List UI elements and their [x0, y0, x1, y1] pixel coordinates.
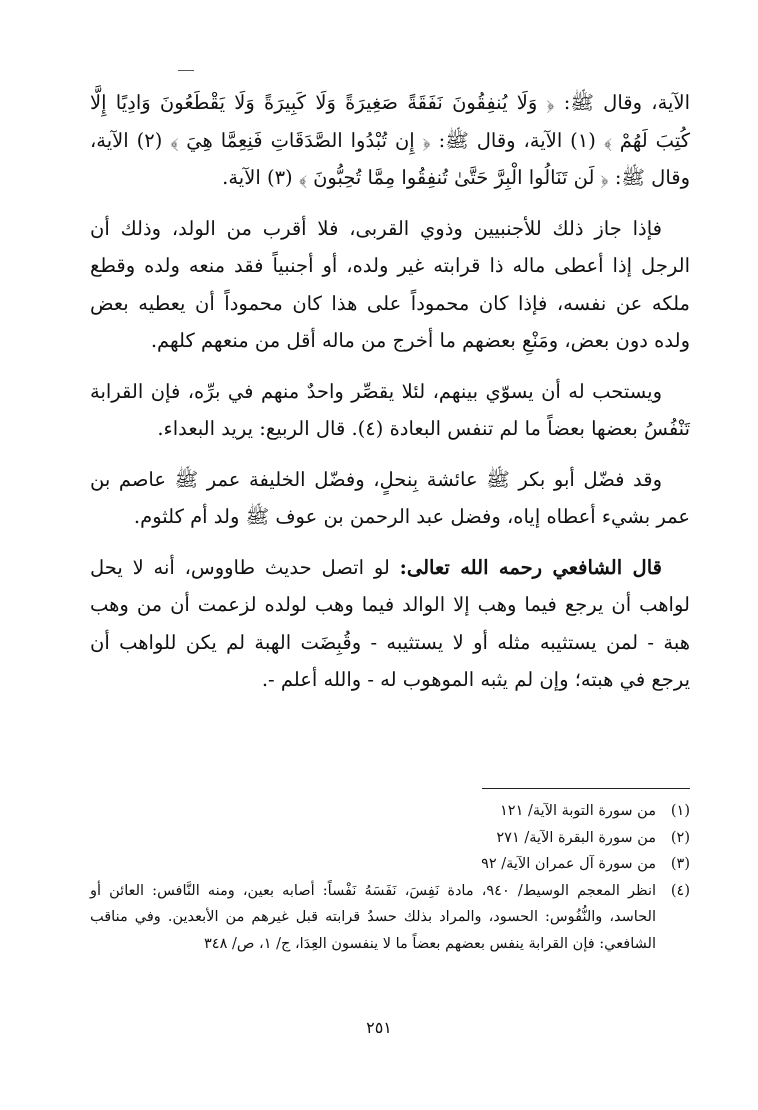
- top-dash-mark: [178, 70, 194, 71]
- footnote-number: (٤): [670, 882, 690, 899]
- page-number: ٢٥١: [366, 1018, 392, 1037]
- paragraph-5-text: لو اتصل حديث طاووس، أنه لا يحل لواهب أن يرجع فيما وهب إلا الوالد فيما وهب لولده لزعمت أن من وهب هبة - لمن يستثيبه مثله أو لا يستثيبه - وقُبِضَت الهبة لم يكن للواهب أن يرجع في هبته؛ وإن لم يثبه الموهوب له - والله أعلم -.: [90, 555, 690, 691]
- paragraph-5-lead: قال الشافعي رحمه الله تعالى:: [399, 555, 662, 579]
- footnote-text: من سورة البقرة الآية/ ٢٧١: [496, 829, 656, 846]
- footnote-1: [90, 798, 690, 825]
- paragraph-4: وقد فضّل أبو بكر ﷺ عائشة بِنحلٍ، وفضّل الخليفة عمر ﷺ عاصم بن عمر بشيء أعطاه إياه، وفضل عبد الرحمن بن عوف ﷺ ولد أم كلثوم.: [90, 467, 690, 528]
- footnote-separator: [482, 788, 690, 789]
- footnote-text: من سورة آل عمران الآية/ ٩٢: [481, 856, 656, 872]
- paragraph-1: الآية، وقال ﷺ: ﴿ وَلَا يُنفِقُونَ نَفَقَةً صَغِيرَةً وَلَا كَبِيرَةً وَلَا يَقْطَعُونَ وَادِيًا إِلَّا كُتِبَ لَهُمْ ﴾ (١) الآية، وقال ﷺ: ﴿ إِن تُبْدُوا الصَّدَقَاتِ فَنِعِمَّا هِيَ ﴾ (٢) الآية، وقال ﷺ: ﴿ لَن تَنَالُوا الْبِرَّ حَتَّىٰ تُنفِقُوا مِمَّا تُحِبُّونَ ﴾ (٣) الآية.: [90, 91, 690, 189]
- paragraph-5: [90, 549, 690, 699]
- footnote-number: (٢): [670, 829, 690, 846]
- footnote-2: [90, 825, 690, 852]
- footnote-4: [90, 878, 690, 958]
- footnote-text: من سورة التوبة الآية/ ١٢١: [500, 803, 656, 819]
- paragraph-3: ويستحب له أن يسوّي بينهم، لئلا يقصِّر واحدٌ منهم في برِّه، فإن القرابة تَنْفُسُ بعضها بعضاً ما لم تنفس البعادة (٤). قال الربيع: يريد البعداء.: [90, 379, 690, 440]
- footnote-text: انظر المعجم الوسيط/ ٩٤٠، مادة نَفِسَ، نَفَسَهُ نَفْساً: أصابه بعين، ومنه النَّافس: العائن أو الحاسد، والنُّفُوس: الحسود، والمراد بذلك حسدُ قرابته قبل غيرهم من الأبعدين. وفي مناقب الشافعي: فإن القرابة ينفس بعضهم بعضاً ما لا ينفسون العِدَا، ج/ ١، ص/ ٣٤٨: [90, 882, 657, 952]
- footnote-number: (١): [670, 803, 690, 819]
- paragraph-2: فإذا جاز ذلك للأجنبيين وذوي القربى، فلا أقرب من الولد، وذلك أن الرجل إذا أعطى ماله ذا قرابته غير ولده، أو أجنبياً فقد منعه ولده وقطع ملكه عن نفسه، فإذا كان محموداً على هذا كان محموداً أن يعطيه بعض ولده دون بعض، ومَنْعِ بعضهم ما أخرج من ماله أقل من منعهم كلهم.: [90, 216, 690, 352]
- footnote-3: [90, 851, 690, 878]
- footnotes: [90, 798, 690, 957]
- main-text: [90, 84, 690, 712]
- footnote-number: (٣): [670, 856, 690, 872]
